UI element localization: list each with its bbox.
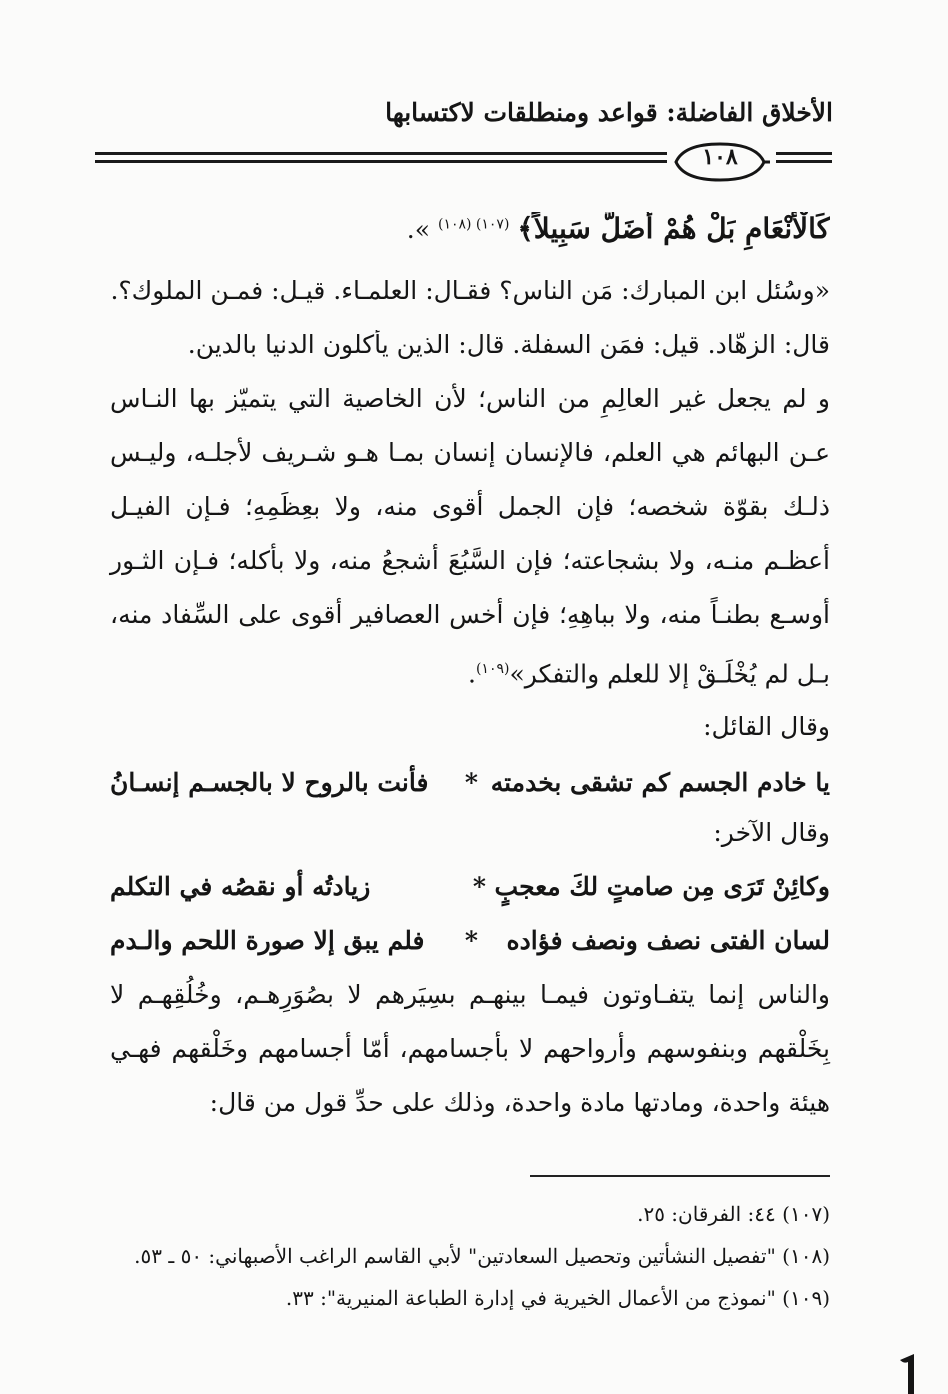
- quran-verse-line: [110, 212, 830, 262]
- paragraph-3: والناس إنما يتفـاوتون فيمـا بينهـم بسِيَرهم لا بصُوَرِهـم، وخُلُقِهـم لا بِخَلْقهم وبنفوسهم وأرواحهم لا بأجسامهم، أمّا أجسامهم وخَلْقهم فهـي هيئة واحدة، ومادتها مادة واحدة، وذلك على حدِّ قول من قال:: [110, 980, 830, 1117]
- quran-verse: كَالْأَنْعَامِ بَلْ هُمْ أَضَلُّ سَبِيلاً﴾: [517, 212, 830, 245]
- poem-2-line-2: لسان الفتى نصف ونصف فؤاده * فلم يبق إلا صورة اللحم والـدم: [110, 926, 830, 955]
- poem-2-line-1-second-hemistich: زيادتُه أو نقصُه في التكلم: [110, 872, 371, 901]
- quran-footnote-refs: (١٠٧) (١٠٨): [437, 216, 510, 233]
- poem-1-first-hemistich: يا خادم الجسم كم تشقى بخدمته: [490, 768, 830, 797]
- page-number: ١٠٨: [702, 144, 738, 170]
- running-title: الأخلاق الفاضلة: قواعد ومنطلقات لاكتسابها: [385, 98, 833, 127]
- header-rule-left-top: [95, 152, 667, 155]
- footnote-108: (١٠٨) "تفصيل النشأتين وتحصيل السعادتين" لأبي القاسم الراغب الأصبهاني: ٥٠ ـ ٥٣.: [134, 1244, 830, 1268]
- poem-1-line: يا خادم الجسم كم تشقى بخدمته * فأنت بالروح لا بالجسـم إنسـانُ: [110, 768, 830, 797]
- paragraph-1-line-1: «وسُئل ابن المبارك: مَن الناس؟ فقـال: العلمـاء. قيـل: فمـن الملوك؟.: [110, 276, 830, 305]
- verse-intro-2: وقال الآخر:: [713, 818, 830, 847]
- page-number-cartouche: [670, 140, 770, 184]
- paragraph-2-footnote-ref: (١٠٩): [475, 661, 510, 677]
- quran-end-punct: ».: [406, 215, 431, 244]
- header-rule-right-bottom: [776, 160, 832, 163]
- poem-2-line-2-second-hemistich: فلم يبق إلا صورة اللحم والـدم: [110, 926, 425, 955]
- footnote-109: (١٠٩) "نموذج من الأعمال الخيرية في إدارة الطباعة المنيرية": ٣٣.: [285, 1286, 830, 1310]
- verse-intro-1: وقال القائل:: [703, 712, 830, 741]
- paragraph-2: [110, 372, 830, 701]
- paragraph-2-end: .: [468, 659, 476, 689]
- page-edge-mark-shape: [880, 1350, 920, 1394]
- poem-2-line-1: وكائِنْ تَرَى مِن صامتٍ لكَ معجبٍ * زيادتُه أو نقصُه في التكلم: [110, 872, 830, 901]
- paragraph-1-line-2: قال: الزهّاد. قيل: فمَن السفلة. قال: الذين يأكلون الدنيا بالدين.: [187, 330, 830, 359]
- poem-2-line-1-first-hemistich: وكائِنْ تَرَى مِن صامتٍ لكَ معجبٍ: [494, 872, 830, 901]
- poem-2-line-2-first-hemistich: لسان الفتى نصف ونصف فؤاده: [506, 926, 830, 955]
- footnote-separator: [530, 1175, 830, 1177]
- poem-1-second-hemistich: فأنت بالروح لا بالجسـم إنسـانُ: [110, 768, 429, 797]
- paragraph-2-text: و لم يجعل غير العالِمِ من الناس؛ لأن الخاصية التي يتميّز بها النـاس عـن البهائم هي العلم، فالإنسان إنسان بمـا هـو شـريف لأجلـه، وليـس ذلـك بقوّة شخصه؛ فإن الجمل أقوى منه، ولا بعِظَمِهِ؛ فـإن الفيـل أعظـم منـه، ولا بشجاعته؛ فإن السَّبُعَ أشجعُ منه، ولا بأكله؛ فـإن الثـور أوسـع بطنـاً منه، ولا بباهِهِ؛ فإن أخس العصافير أقوى على السِّفاد منه، بـل لم يُخْلَـقْ إلا للعلم والتفكر»: [110, 384, 830, 689]
- header-rule-left-bottom: [95, 160, 667, 163]
- header-rule-right-top: [776, 152, 832, 155]
- footnote-107: (١٠٧) ٤٤: الفرقان: ٢٥.: [637, 1202, 830, 1226]
- page-edge-mark: [880, 1350, 920, 1394]
